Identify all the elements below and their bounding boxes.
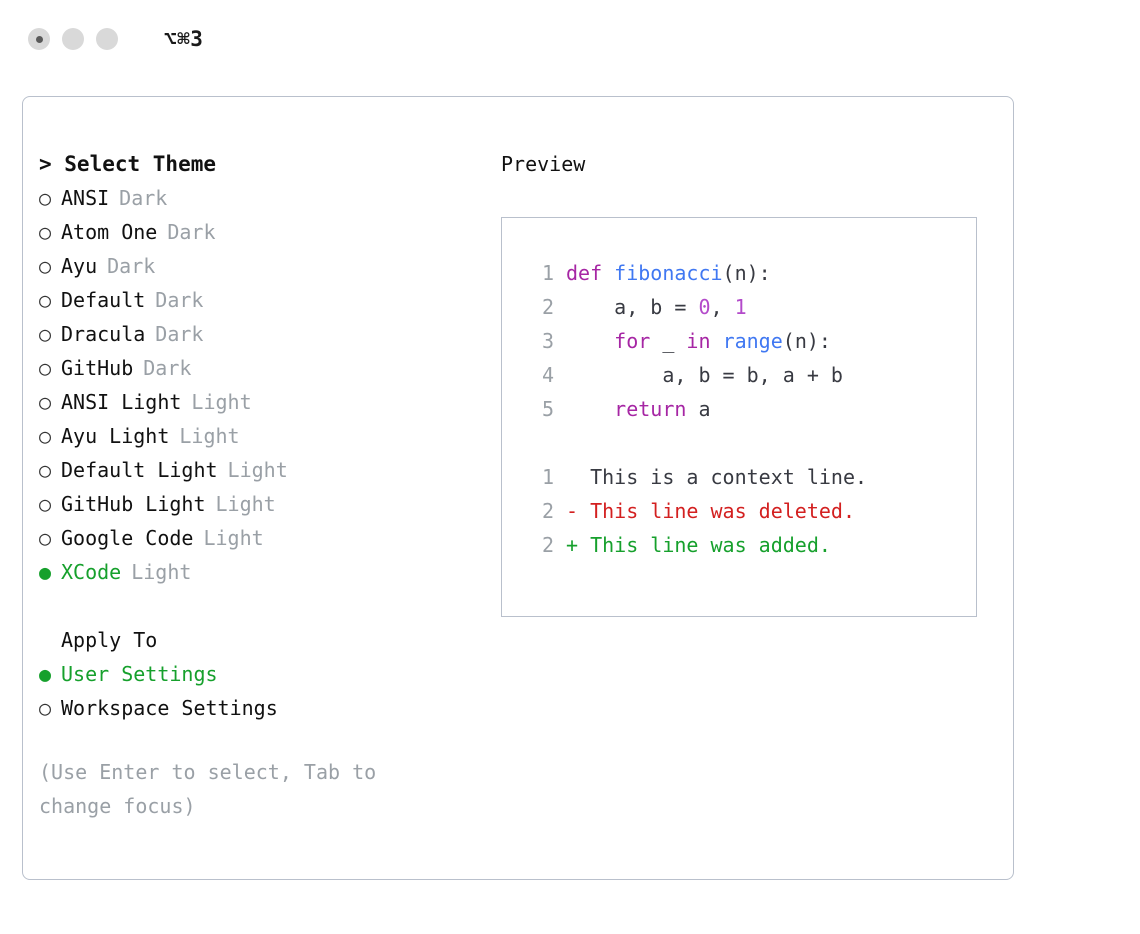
code-token: (n): <box>722 261 771 285</box>
keyboard-hint-text: (Use Enter to select, Tab to change focus) <box>39 760 377 818</box>
code-token: range <box>722 329 783 353</box>
theme-name: Dracula <box>61 322 146 346</box>
theme-variant: Light <box>203 526 264 550</box>
theme-variant: Dark <box>107 254 156 278</box>
theme-list-item[interactable] <box>39 555 479 589</box>
theme-variant: Light <box>191 390 252 414</box>
theme-variant: Light <box>227 458 288 482</box>
theme-variant: Dark <box>155 322 204 346</box>
window-controls <box>28 28 118 50</box>
theme-name: ANSI Light <box>61 390 182 414</box>
preview-box <box>501 217 977 617</box>
theme-variant: Light <box>179 424 240 448</box>
theme-variant: Light <box>131 560 192 584</box>
line-number: 2 <box>541 533 554 557</box>
theme-name: Default Light <box>61 458 218 482</box>
line-number: 5 <box>541 397 554 421</box>
code-text <box>566 358 843 392</box>
code-token: , <box>710 295 735 319</box>
radio-unselected-icon[interactable]: ○ <box>39 492 52 516</box>
theme-list[interactable] <box>39 181 479 589</box>
theme-list-item[interactable] <box>39 215 479 249</box>
spacer <box>39 589 479 623</box>
theme-name: Ayu Light <box>61 424 170 448</box>
theme-list-item[interactable] <box>39 351 479 385</box>
theme-selection-column <box>39 147 479 823</box>
diff-line <box>520 494 976 528</box>
radio-unselected-icon[interactable]: ○ <box>39 220 52 244</box>
code-token: _ <box>650 329 687 353</box>
code-text <box>566 392 711 426</box>
apply-to-label: Workspace Settings <box>61 696 278 720</box>
theme-list-item[interactable] <box>39 521 479 555</box>
radio-unselected-icon[interactable]: ○ <box>39 322 52 346</box>
theme-list-item[interactable] <box>39 487 479 521</box>
select-theme-heading: > Select Theme <box>39 152 217 176</box>
line-number: 3 <box>541 329 554 353</box>
apply-to-item[interactable] <box>39 657 479 691</box>
radio-selected-icon[interactable]: ● <box>39 560 52 584</box>
theme-name: XCode <box>61 560 122 584</box>
diff-text: + This line was added. <box>566 533 831 557</box>
radio-unselected-icon[interactable]: ○ <box>39 696 52 720</box>
spacer <box>520 426 976 460</box>
code-token: in <box>686 329 711 353</box>
radio-selected-icon[interactable]: ● <box>39 662 52 686</box>
radio-unselected-icon[interactable]: ○ <box>39 254 52 278</box>
window-dot-icon-3[interactable] <box>96 28 118 50</box>
keyboard-shortcut-label: ⌥⌘3 <box>164 27 204 51</box>
code-line <box>520 392 976 426</box>
diff-line <box>520 528 976 562</box>
theme-name: ANSI <box>61 186 110 210</box>
theme-name: Atom One <box>61 220 158 244</box>
code-token: 1 <box>734 295 747 319</box>
code-token: def <box>566 261 615 285</box>
code-token: (n): <box>782 329 831 353</box>
code-token <box>566 329 614 353</box>
diff-text: This is a context line. <box>566 465 868 489</box>
diff-sample <box>520 460 976 562</box>
line-number: 1 <box>541 465 554 489</box>
theme-variant: Dark <box>119 186 168 210</box>
theme-list-item[interactable] <box>39 453 479 487</box>
theme-picker-panel <box>22 96 1014 880</box>
code-text <box>566 256 771 290</box>
theme-list-item[interactable] <box>39 385 479 419</box>
theme-name: Default <box>61 288 146 312</box>
line-number: 2 <box>541 295 554 319</box>
apply-to-item[interactable] <box>39 691 479 725</box>
apply-to-label: User Settings <box>61 662 218 686</box>
theme-name: Ayu <box>61 254 98 278</box>
theme-name: Google Code <box>61 526 194 550</box>
code-token: a, b = b, a + b <box>566 363 843 387</box>
code-token <box>711 329 723 353</box>
theme-list-item[interactable] <box>39 419 479 453</box>
code-token: a <box>686 397 711 421</box>
code-token: return <box>614 397 687 421</box>
code-line <box>520 290 976 324</box>
code-text <box>566 324 831 358</box>
line-number: 4 <box>541 363 554 387</box>
window-dot-active-icon[interactable] <box>28 28 50 50</box>
radio-unselected-icon[interactable]: ○ <box>39 424 52 448</box>
apply-to-heading: Apply To <box>61 628 158 652</box>
radio-unselected-icon[interactable]: ○ <box>39 186 52 210</box>
code-token: fibonacci <box>614 261 723 285</box>
code-token: for <box>614 329 651 353</box>
window-dot-icon-2[interactable] <box>62 28 84 50</box>
theme-list-item[interactable] <box>39 181 479 215</box>
theme-variant: Dark <box>155 288 204 312</box>
preview-heading: Preview <box>501 152 586 176</box>
radio-unselected-icon[interactable]: ○ <box>39 356 52 380</box>
preview-column <box>501 147 1001 617</box>
line-number: 2 <box>541 499 554 523</box>
radio-unselected-icon[interactable]: ○ <box>39 458 52 482</box>
diff-line <box>520 460 976 494</box>
radio-unselected-icon[interactable]: ○ <box>39 526 52 550</box>
code-line <box>520 256 976 290</box>
diff-text: - This line was deleted. <box>566 499 855 523</box>
code-sample <box>520 256 976 426</box>
theme-list-item[interactable] <box>39 249 479 283</box>
radio-unselected-icon[interactable]: ○ <box>39 390 52 414</box>
code-token: 0 <box>698 295 711 319</box>
theme-variant: Light <box>215 492 276 516</box>
code-token <box>566 397 614 421</box>
code-token: a, b = <box>566 295 699 319</box>
code-text <box>566 290 747 324</box>
theme-list-item[interactable] <box>39 317 479 351</box>
apply-to-list[interactable] <box>39 657 479 725</box>
line-number: 1 <box>541 261 554 285</box>
theme-name: GitHub <box>61 356 134 380</box>
theme-variant: Dark <box>167 220 216 244</box>
radio-unselected-icon[interactable]: ○ <box>39 288 52 312</box>
theme-name: GitHub Light <box>61 492 206 516</box>
theme-variant: Dark <box>143 356 192 380</box>
title-bar <box>0 0 1140 78</box>
code-line <box>520 324 976 358</box>
code-line <box>520 358 976 392</box>
theme-list-item[interactable] <box>39 283 479 317</box>
